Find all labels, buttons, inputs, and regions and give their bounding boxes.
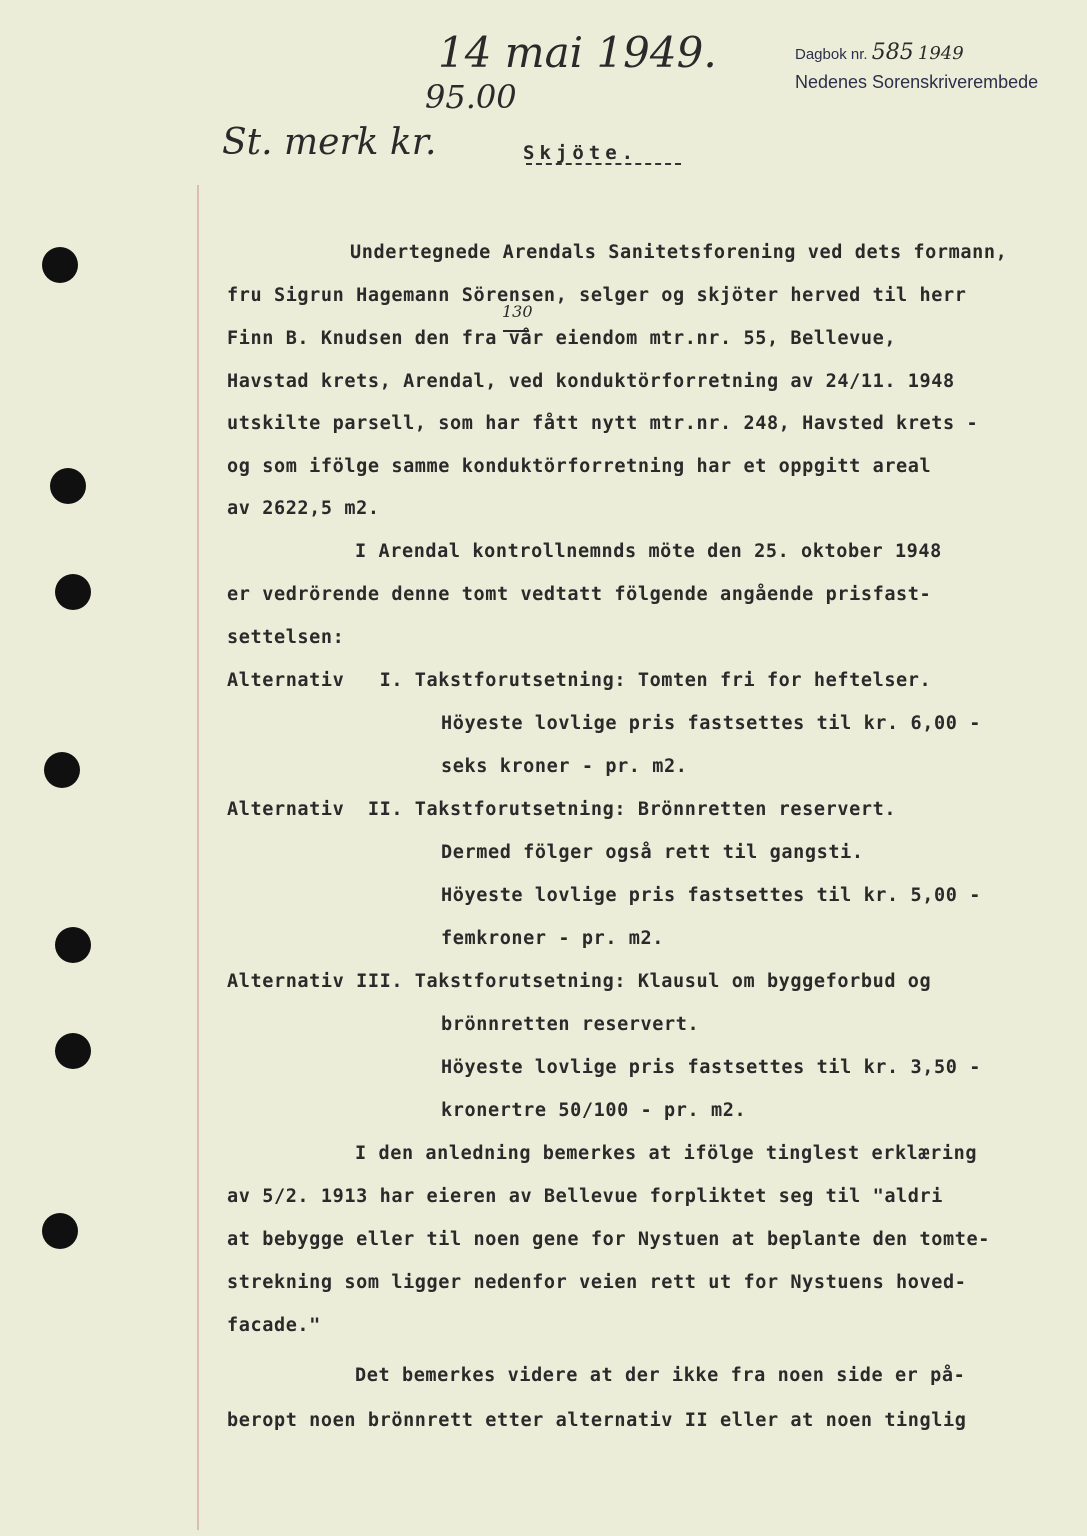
dagbok-number: 585	[871, 40, 914, 65]
text-line: kronertre 50/100 - pr. m2.	[441, 1100, 747, 1121]
text-line: Höyeste lovlige pris fastsettes til kr. 5,00 -	[441, 885, 981, 906]
text-line: facade."	[227, 1315, 321, 1336]
text-line: Dermed fölger også rett til gangsti.	[441, 842, 864, 863]
office-stamp: Nedenes Sorenskriverembede	[795, 72, 1039, 92]
page-title: Skjöte.	[523, 142, 639, 164]
text-line: og som ifölge samme konduktörforretning har et oppgitt areal	[227, 456, 932, 477]
text-line: Havstad krets, Arendal, ved konduktörforretning av 24/11. 1948	[227, 371, 955, 392]
punch-hole	[44, 752, 80, 788]
text-line: seks kroner - pr. m2.	[441, 756, 688, 777]
text-line: Det bemerkes videre at der ikke fra noen side er på-	[355, 1365, 966, 1386]
stamp-duty-amount: 95.00	[425, 78, 517, 116]
text-line: strekning som ligger nedenfor veien rett ut for Nystuens hoved-	[227, 1272, 967, 1293]
handwritten-date: 14 mai 1949.	[438, 28, 717, 77]
text-line: fru Sigrun Hagemann Sörensen, selger og skjöter herved til herr	[227, 285, 967, 306]
punch-hole	[50, 468, 86, 504]
text-line: Alternativ III. Takstforutsetning: Klausul om byggeforbud og	[227, 971, 932, 992]
text-line: Alternativ I. Takstforutsetning: Tomten fri for heftelser.	[227, 670, 932, 691]
text-line: Finn B. Knudsen den fra vår eiendom mtr.nr. 55, Bellevue,	[227, 328, 897, 349]
margin-line	[197, 185, 199, 1530]
title-underline	[526, 163, 681, 165]
dagbok-label: Dagbok nr.	[795, 46, 868, 63]
text-line: femkroner - pr. m2.	[441, 928, 665, 949]
punch-hole	[55, 1033, 91, 1069]
text-line: at bebygge eller til noen gene for Nystuen at beplante den tomte-	[227, 1229, 990, 1250]
punch-hole	[55, 574, 91, 610]
text-line: brönnretten reservert.	[441, 1014, 700, 1035]
text-line: Höyeste lovlige pris fastsettes til kr. 3,50 -	[441, 1057, 981, 1078]
text-line: settelsen:	[227, 627, 345, 648]
mtr-correction: 130	[502, 302, 533, 321]
punch-hole	[55, 927, 91, 963]
text-line: av 2622,5 m2.	[227, 498, 380, 519]
text-line: Undertegnede Arendals Sanitetsforening ved dets formann,	[350, 242, 1008, 263]
stamp-duty-label: St. merk kr.	[222, 122, 437, 163]
text-line: Alternativ II. Takstforutsetning: Brönnretten reservert.	[227, 799, 897, 820]
text-line: beropt noen brönnrett etter alternativ II eller at noen tinglig	[227, 1410, 967, 1431]
text-line: I den anledning bemerkes at ifölge tinglest erklæring	[355, 1143, 978, 1164]
text-line: utskilte parsell, som har fått nytt mtr.nr. 248, Havsted krets -	[227, 413, 979, 434]
text-line: I Arendal kontrollnemnds möte den 25. oktober 1948	[355, 541, 942, 562]
text-line: er vedrörende denne tomt vedtatt fölgende angående prisfast-	[227, 584, 932, 605]
dagbok-year: 1949	[917, 43, 964, 64]
text-line: Höyeste lovlige pris fastsettes til kr. 6,00 -	[441, 713, 981, 734]
punch-hole	[42, 1213, 78, 1249]
punch-hole	[42, 247, 78, 283]
dagbok-stamp	[795, 40, 964, 65]
text-line: av 5/2. 1913 har eieren av Bellevue forpliktet seg til "aldri	[227, 1186, 944, 1207]
